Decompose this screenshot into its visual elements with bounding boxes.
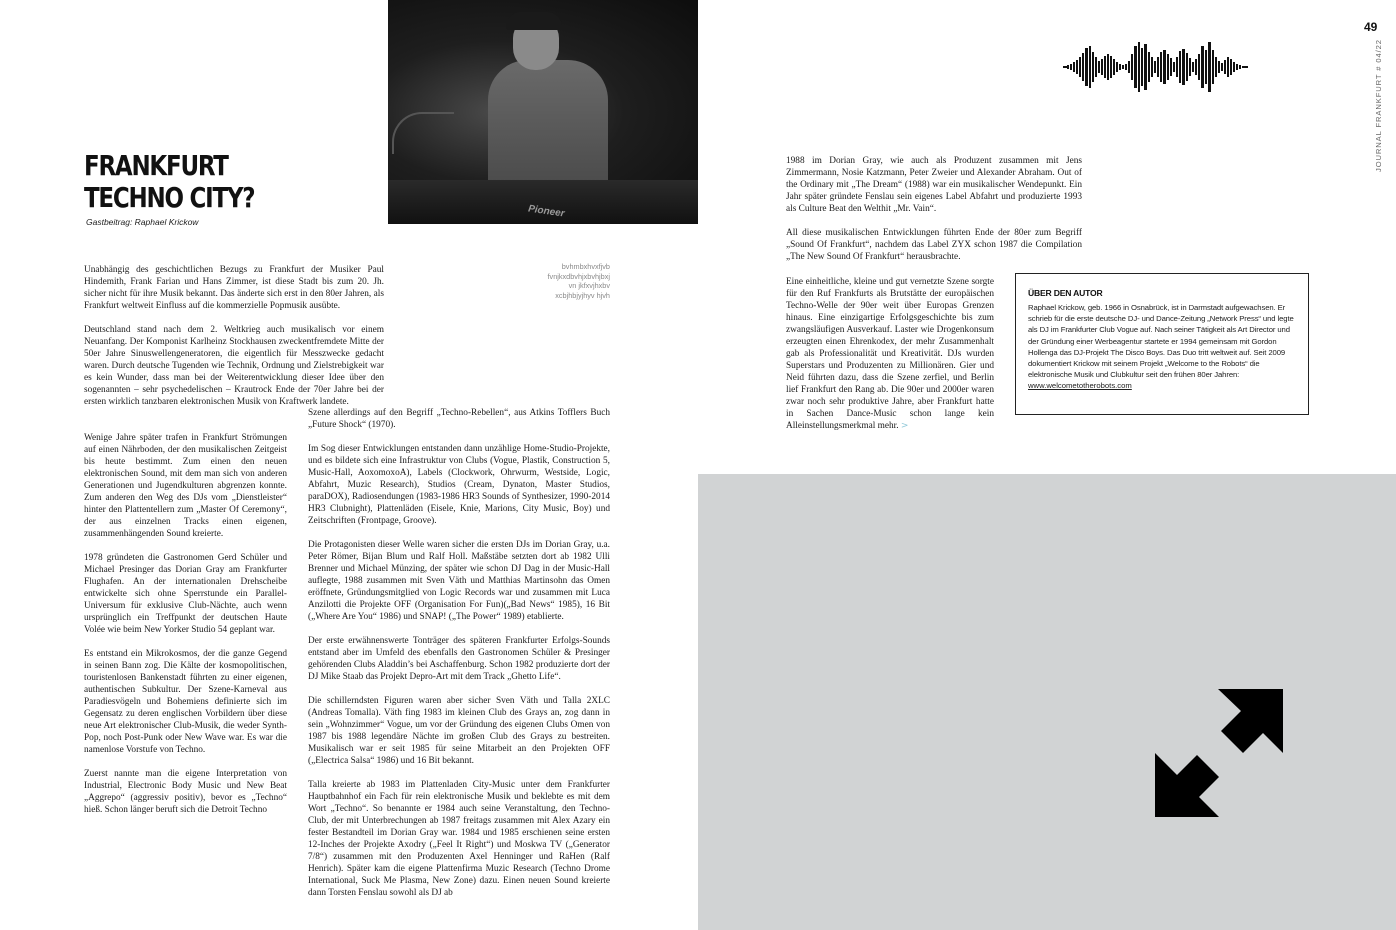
- column-2-body: [308, 407, 610, 911]
- author-website-link[interactable]: www.welcometotherobots.com: [1028, 381, 1132, 391]
- paragraph: Der erste erwähnenswerte Tonträger des späteren Frankfurter Erfolgs-Sounds entstand aber im Umfeld des ebenfalls den Gastronomen Schüler & Presinger gehörenden Clubs Aladdin’s bei Aschaffenburg. Schon 1982 produzierte dort der DJ Mike Staab das Projekt Depro-Art mit dem Track „Ghetto Life“.: [308, 636, 610, 682]
- author-bio: Raphael Krickow, geb. 1966 in Osnabrück, ist in Darmstadt aufgewachsen. Er schrieb für die erste deutsche DJ- und Dance-Zeitung „Network Press“ und legte als DJ im Frankfurter Club Vogue auf. Nach seiner Tätigkeit als Art Director und der Gründung einer Werbeagentur startete er 1994 gemeinsam mit Gordon Hollenga das DJ-Projekt The Disco Boys. Das Duo tritt weltweit auf. Seit 2009 dokumentiert Krickow mit seinem Projekt „Welcome to the Robots“ die elektronische Musik und Clubkultur seit den frühen 80er Jahren:: [1028, 303, 1294, 380]
- paragraph: All diese musikalischen Entwicklungen führten Ende der 80er zum Begriff „Sound Of Frankfurt“, nachdem das Label ZYX schon 1987 die Compilation „The New Sound Of Frankfurt“ herausbrachte.: [786, 228, 1082, 262]
- placeholder-line: fvnjkxdbvhjxbvhjbxj: [547, 271, 610, 281]
- author-info-box: [1015, 273, 1309, 415]
- byline: Gastbeitrag: Raphael Krickow: [86, 217, 199, 227]
- paragraph: Deutschland stand nach dem 2. Weltkrieg auch musikalisch vor einem Neuanfang. Der Komponist Karlheinz Stockhausen zweckentfremdete Mitte der 50er Jahre Sinuswellengeneratoren, die eigentlich für Messzwecke gedacht waren. Durch deutsche Tugenden wie Technik, Ordnung und Zielstrebigkeit war es kein Wunder, dass man bei der Weiterentwicklung dieser Idee über den sogenannten – sehr psychedelischen – Krautrock Ende der 70er Jahre bei der ersten wirklich tanzbaren elektronischen Musik von Kraftwerk landete.: [84, 325, 384, 407]
- placeholder-line: xcbjhbjyjhyv hjvh: [555, 290, 610, 300]
- paragraph: Szene allerdings auf den Begriff „Techno-Rebellen“, aus Atkins Tofflers Buch „Future Shock“ (1970).: [308, 408, 610, 430]
- title-line-1: FRANKFURT: [84, 149, 228, 182]
- paragraph: Im Sog dieser Entwicklungen entstanden dann unzählige Home-Studio-Projekte, und es bildete sich eine Infrastruktur von Clubs (Vogue, Plastik, Construction 5, Music-Hall, AoxomoxoA), Labels (Clockwork, Ohrwurm, Westside, Logic, Abfahrt, Muzic Research), Studios (Cream, Dynaton, Master Studios, paraDOX), Radiosendungen (1983-1986 HR3 Sounds of Synthesizer, 1990-2014 HR3 Clubnight), Plattenläden (Eisele, Knie, Marions, City Music, Boy) und Zeitschriften (Frontpage, Groove).: [308, 444, 610, 526]
- photo-dj-body: [488, 60, 608, 190]
- end-marker-arrow-icon: >: [900, 421, 909, 431]
- sound-waveform-icon: [1063, 40, 1259, 94]
- gray-background-panel: [698, 474, 1396, 930]
- paragraph: 1978 gründeten die Gastronomen Gerd Schüler und Michael Presinger das Dorian Gray am Frankfurter Flughafen. An der internationalen Drehscheibe entwickelte sich ohne Sperrstunde ein Parallel-Universum für exklusive Club-Nächte, auch wenn ursprünglich ein Treffpunkt der deutschen Haute Volée wie beim New Yorker Studio 54 geplant war.: [84, 553, 287, 635]
- running-head: JOURNAL FRANKFURT # 04/22: [1374, 39, 1383, 172]
- column-1-body: [84, 432, 287, 828]
- column-3-continuation: [786, 155, 1082, 275]
- photo-dj-cap: [506, 12, 562, 30]
- photo-lamp: [392, 112, 454, 154]
- article-title: [84, 150, 254, 214]
- paragraph: Wenige Jahre später trafen in Frankfurt Strömungen auf einen Nährboden, der den musikalischen Zeitgeist bis heute bestimmt. Zum einen den neuen elektronischen Sound, mit dem man sich von anderen Generationen und Jugendkulturen abgrenzen konnte. Zum anderen den Weg des DJs vom „Dienstleister“ hinter den Plattentellern zum „Master Of Ceremony“, der aus einzelnen Tracks einen eigenen, zusammenhängenden Sound kreierte.: [84, 433, 287, 539]
- author-box-heading: ÜBER DEN AUTOR: [1028, 288, 1103, 298]
- paragraph: Unabhängig des geschichtlichen Bezugs zu Frankfurt der Musiker Paul Hindemith, Frank Farian und Hans Zimmer, ist diese Stadt bis zum 20. Jh. sicher nicht für ihre Musik bekannt. Das änderte sich erst in den 80er Jahren, als Frankfurt weltweit Einfluss auf die kommerzielle Popmusik ausübte.: [84, 265, 384, 311]
- paragraph: Zuerst nannte man die eigene Interpretation von Industrial, Electronic Body Music und New Beat „Aggrepo“ (aggressiv positiv), bevor es „Techno“ hieß. Schon länger beruft sich die Detroit Techno: [84, 769, 287, 815]
- column-3-conclusion: [786, 276, 994, 432]
- paragraph: Es entstand ein Mikrokosmos, der die ganze Gegend in seinen Bann zog. Die Kälte der kosmopolitischen, touristenlosen Bankenstadt führten zu einer eigenen, authentischen Subkultur. Der Szene-Karneval aus Paradiesvögeln und Bohemiens definierte sich im Gegensatz zu deren englischen Vorbildern über diese neue Art elektronischer Club-Musik, die weder Synth-Pop, noch Post-Punk oder New Wave war. Es war die namenlose Vorstufe von Techno.: [84, 649, 287, 755]
- placeholder-line: vn jkfxvjhxbv: [568, 281, 610, 291]
- placeholder-line: bvhmbxhvxfjvb: [561, 262, 610, 271]
- paragraph: 1988 im Dorian Gray, wie auch als Produzent zusammen mit Jens Zimmermann, Nosie Katzmann, Peter Zweier und Alexander Abraham. Out of the Ordinary mit „The Dream“ (1988) war ein musikalischer Wendepunkt. Ein Jahr später gründete Fenslau sein eigenes Label Abfahrt und produzierte 1993 als Culture Beat den Welthit „Mr. Vain“.: [786, 156, 1082, 214]
- page-number: 49: [1364, 20, 1378, 34]
- title-line-2: TECHNO CITY?: [84, 181, 255, 214]
- paragraph: Die Protagonisten dieser Welle waren sicher die ersten DJs im Dorian Gray, u.a. Peter Römer, Bijan Blum und Ralf Holl. Maßstäbe setzten dort ab 1982 Ulli Brenner und Michael Münzing, der später wie schon DJ Dag in der Music-Hall auflegte, 1988 zusammen mit Sven Väth und Matthias Martinsohn das Omen eröffnete, Gründungsmitglied von Logic Records war und zusammen mit Luca Anzilotti die Projekte OFF (Organisation For Fun)(„Bad News“ 1985), 16 Bit („Where Are You“ 1986) und SNAP! („The Power“ 1989) etablierte.: [308, 540, 610, 622]
- photo-brand-label: Pioneer: [527, 203, 566, 220]
- expand-arrows-icon: [1155, 689, 1283, 817]
- photo-mixer: [388, 180, 698, 224]
- column-1-intro: [84, 264, 384, 420]
- paragraph: Eine einheitliche, kleine und gut vernetzte Szene sorgte für den Ruf Frankfurts als Brutstätte der europäischen Techno-Welle der 90er weit über Europas Grenzen hinaus. Eine einzigartige Erfolgsgeschichte bis zum zwangsläufigen Ausverkauf. Laster wie Drogenkonsum erzeugten einen Ehrenkodex, der mehr Zusammenhalt gab als Professionalität und Kreativität. DJs wurden Superstars und Produzenten zu Millionären. Gier und Neid führten dazu, dass die Szene zerfiel, und Berlin lief Frankfurt den Rang ab. Die 90er und 2000er waren zwar noch sehr produktive Jahre, aber Frankfurt hatte in Sachen Dance-Music schon lange kein Alleinstellungsmerkmal mehr.: [786, 277, 994, 431]
- paragraph: Die schillerndsten Figuren waren aber sicher Sven Väth und Talla 2XLC (Andreas Tomalla). Väth fing 1983 im kleinen Club des Grays an, zog dann in sein „Wohnzimmer“ Vogue, um vor der Gründung des eigenen Clubs Omen von 1987 bis 1988 legendäre Nächte im großen Club des Grays zu bestreiten. Musikalisch war er seit 1985 für seine Mitarbeit an den Projekten OFF („Electrica Salsa“ 1986) und 16 Bit bekannt.: [308, 696, 610, 766]
- placeholder-text: [520, 262, 610, 300]
- dj-photo: [388, 0, 698, 224]
- paragraph: Talla kreierte ab 1983 im Plattenladen City-Music unter dem Frankfurter Hauptbahnhof ein Fach für rein elektronische Musik und beklebte es mit dem Wort „Techno“. So benannte er 1984 auch seine Veranstaltung, den Techno-Club, der mit Unterbrechungen ab 1987 freitags zusammen mit Alex Azary ein fester Bestandteil im Dorian Gray war. 1984 und 1985 erschienen seine ersten 12-Inches der Projekte Axodry („Feel It Right“) und Moskwa TV („Generator 7/8“) zusammen mit den Produzenten Axel Henninger und RaHen (Ralf Henrich). Später kam die eigene Plattenfirma Muzic Research (Techno Drome International, Suck Me Plasma, New Zone) dazu. Einen neuen Sound kreierte dann Torsten Fenslau sowohl als DJ ab: [308, 780, 610, 898]
